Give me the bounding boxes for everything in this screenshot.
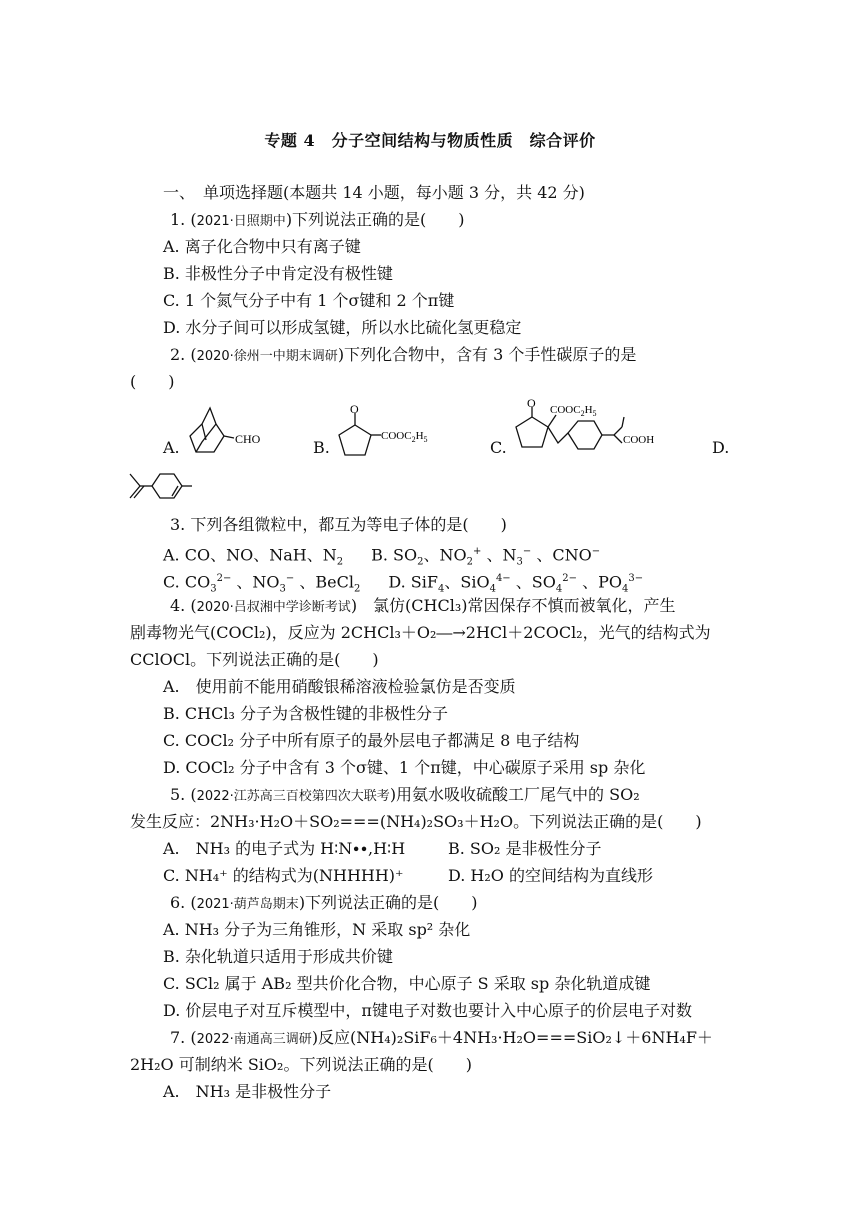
molecule-b-ester: $COOC_2H_5$ xyxy=(381,430,428,444)
section-heading: 一、 单项选择题(本题共 14 小题，每小题 3 分，共 42 分) xyxy=(163,183,585,202)
question-2-option-c: C. xyxy=(490,438,507,457)
molecule-a-cho: CHO xyxy=(235,432,261,446)
question-4-stem-cont: 剧毒物光气(COCl₂)，反应为 2CHCl₃＋O₂―→2HCl＋2COCl₂，光气的结构式为 xyxy=(130,623,711,642)
question-5-option-c: C. NH₄⁺ 的结构式为(NHHHH)⁺ xyxy=(163,866,404,885)
question-2-stem: 2. (2020·徐州一中期末调研)下列化合物中，含有 3 个手性碳原子的是 xyxy=(170,345,637,364)
question-source: 2020·吕叔湘中学诊断考试 xyxy=(196,600,351,615)
svg-text:COOH: COOH xyxy=(623,434,655,446)
question-2-option-b: B. xyxy=(313,438,330,457)
question-source: 2022·南通高三调研 xyxy=(196,1032,312,1047)
question-source: 2022·江苏高三百校第四次大联考 xyxy=(196,789,390,804)
question-4-stem-cont-2: CClOCl。下列说法正确的是( ) xyxy=(130,650,379,669)
question-3-stem: 3. 下列各组微粒中，都互为等电子体的是( ) xyxy=(170,515,507,534)
question-6-stem: 6. (2021·葫芦岛期末)下列说法正确的是( ) xyxy=(170,893,478,912)
question-5-option-d: D. H₂O 的空间结构为直线形 xyxy=(448,866,654,885)
question-6-option-d: D. 价层电子对互斥模型中，π键电子对数也要计入中心原子的价层电子对数 xyxy=(163,1001,692,1020)
question-1-stem: 1. (2021·日照期中)下列说法正确的是( ) xyxy=(170,210,465,229)
question-4-option-d: D. COCl₂ 分子中含有 3 个σ键、1 个π键，中心碳原子采用 sp 杂化 xyxy=(163,758,646,777)
question-4-stem: 4. (2020·吕叔湘中学诊断考试) 氯仿(CHCl₃)常因保存不慎而被氧化，产生 xyxy=(170,596,676,615)
question-1-option-b: B. 非极性分子中肯定没有极性键 xyxy=(163,264,393,283)
question-5-stem: 5. (2022·江苏高三百校第四次大联考)用氨水吸收硫酸工厂尾气中的 SO₂ xyxy=(170,785,640,804)
question-1-option-a: A. 离子化合物中只有离子键 xyxy=(163,237,361,256)
question-5-stem-cont: 发生反应：2NH₃·H₂O＋SO₂===(NH₄)₂SO₃＋H₂O。下列说法正确的是( ) xyxy=(130,812,702,831)
svg-text:COOC2H5: $COOC_2H_5$ xyxy=(550,404,597,418)
question-7-stem: 7. (2022·南通高三调研)反应(NH₄)₂SiF₆＋4NH₃·H₂O===SiO₂↓＋6NH₄F＋ xyxy=(170,1028,713,1047)
svg-text:O: O xyxy=(527,396,536,410)
question-source: 2021·日照期中 xyxy=(196,214,286,229)
question-7-stem-cont: 2H₂O 可制纳米 SiO₂。下列说法正确的是( ) xyxy=(130,1055,472,1074)
question-4-option-a: A. 使用前不能用硝酸银稀溶液检验氯仿是否变质 xyxy=(163,677,516,696)
molecule-d-structure xyxy=(126,470,206,504)
question-1-option-d: D. 水分子间可以形成氢键，所以水比硫化氢更稳定 xyxy=(163,318,522,337)
question-source: 2020·徐州一中期末调研 xyxy=(196,349,338,364)
question-6-option-c: C. SCl₂ 属于 AB₂ 型共价化合物，中心原子 S 采取 sp 杂化轨道成键 xyxy=(163,974,651,993)
svg-text:O: O xyxy=(350,403,359,416)
question-4-option-c: C. COCl₂ 分子中所有原子的最外层电子都满足 8 电子结构 xyxy=(163,731,580,750)
molecule-b-structure xyxy=(335,403,455,465)
question-6-option-b: B. 杂化轨道只适用于形成共价键 xyxy=(163,947,393,966)
molecule-c-structure xyxy=(510,395,690,467)
page-title: 专题 4 分子空间结构与物质性质 综合评价 xyxy=(264,131,596,150)
molecule-a-structure xyxy=(180,402,280,464)
question-7-option-a: A. NH₃ 是非极性分子 xyxy=(163,1082,332,1101)
question-6-option-a: A. NH₃ 分子为三角锥形，N 采取 sp² 杂化 xyxy=(163,920,471,939)
question-5-option-b: B. SO₂ 是非极性分子 xyxy=(448,839,602,858)
question-3-option-row-1: A. CO、NO、NaH、$N_2$ B. $SO_2$、$NO_2^+$ 、$N_3^-$ 、CNO− xyxy=(163,545,601,568)
question-1-option-c: C. 1 个氮气分子中有 1 个σ键和 2 个π键 xyxy=(163,291,455,310)
question-5-option-a: A. NH₃ 的电子式为 H∶N∙∙,H∶H xyxy=(163,839,406,858)
question-2-stem-cont: ( ) xyxy=(130,372,175,391)
question-4-option-b: B. CHCl₃ 分子为含极性键的非极性分子 xyxy=(163,704,448,723)
question-source: 2021·葫芦岛期末 xyxy=(196,897,299,912)
question-2-option-d: D. xyxy=(712,438,730,457)
question-2-option-a: A. xyxy=(163,438,180,457)
question-3-option-row-2: C. $CO_3^{2-}$ 、$NO_3^-$ 、BeCl$_2$ D. SiF$_4$、SiO$_4^{4-}$ 、$SO_4^{2-}$ 、$PO_4^{3-}$ xyxy=(163,572,644,595)
